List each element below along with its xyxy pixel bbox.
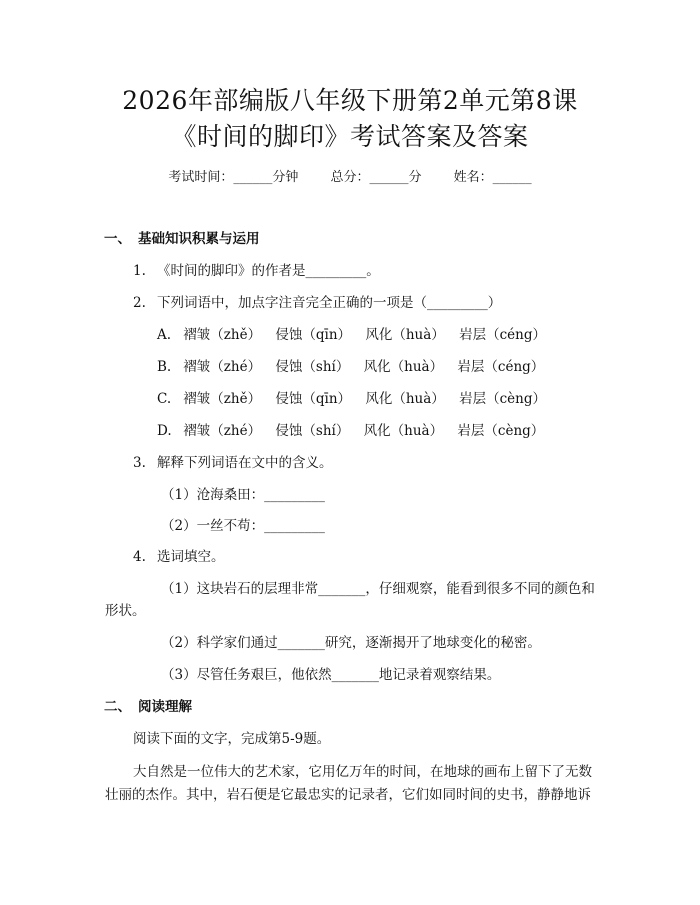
question-3-number: 3.	[133, 455, 146, 471]
option-word: 侵蚀（shí）	[275, 423, 350, 439]
section-2-heading	[104, 697, 192, 717]
question-1-text: 《时间的脚印》的作者是_________。	[157, 263, 380, 279]
exam-time: 考试时间：______分钟	[168, 170, 299, 185]
question-3	[133, 453, 333, 473]
option-letter: B.	[157, 359, 172, 375]
option-word: 侵蚀（shí）	[275, 359, 350, 375]
exam-score: 总分：______分	[330, 170, 422, 185]
option-letter: D.	[157, 423, 172, 439]
option-word: 风化（huà）	[363, 423, 444, 439]
option-letter: C.	[157, 391, 172, 407]
option-word: 侵蚀（qīn）	[275, 391, 352, 407]
question-4-item-1: （1）这块岩石的层理非常_______，仔细观察，能看到很多不同的颜色和	[161, 581, 595, 597]
question-1-number: 1.	[133, 263, 146, 279]
question-4-item-1-cont: 形状。	[105, 603, 146, 619]
question-4-number: 4.	[133, 549, 146, 565]
question-3-item-1: （1）沧海桑田：_________	[161, 487, 325, 503]
question-3-text: 解释下列词语在文中的含义。	[157, 455, 333, 471]
section-1-heading	[104, 229, 260, 249]
option-word: 褶皱（zhé）	[183, 359, 262, 375]
question-4-text: 选词填空。	[157, 549, 225, 565]
option-word: 风化（huà）	[365, 391, 445, 407]
section-1-title: 基础知识积累与运用	[138, 231, 260, 247]
option-word: 褶皱（zhé）	[183, 423, 262, 439]
option-d	[157, 421, 554, 441]
section-2-number: 二、	[104, 699, 131, 715]
reading-paragraph-line1: 大自然是一位伟大的艺术家，它用亿万年的时间，在地球的画布上留下了无数	[133, 764, 592, 780]
option-letter: A.	[157, 327, 172, 343]
exam-info	[0, 169, 700, 187]
question-1	[133, 261, 380, 281]
page-title-line1: 2026年部编版八年级下册第2单元第8课	[122, 86, 578, 115]
option-word: 风化（huà）	[363, 359, 444, 375]
option-word: 岩层（cèng）	[457, 423, 545, 439]
question-2	[133, 293, 501, 313]
question-4-item-3: （3）尽管任务艰巨，他依然_______地记录着观察结果。	[161, 667, 501, 683]
question-2-number: 2.	[133, 295, 146, 311]
page-title-line2: 《时间的脚印》考试答案及答案	[171, 122, 529, 151]
option-word: 侵蚀（qīn）	[275, 327, 352, 343]
option-word: 岩层（céng）	[459, 327, 546, 343]
section-1-number: 一、	[104, 231, 131, 247]
option-a	[157, 325, 556, 345]
option-c	[157, 389, 556, 409]
question-2-text: 下列词语中，加点字注音完全正确的一项是（_________）	[157, 295, 502, 311]
option-b	[157, 357, 554, 377]
option-word: 褶皱（zhě）	[183, 327, 262, 343]
question-4	[133, 547, 225, 567]
reading-paragraph-line2: 壮丽的杰作。其中，岩石便是它最忠实的记录者，它们如同时间的史书，静静地诉	[105, 787, 591, 803]
option-word: 褶皱（zhě）	[183, 391, 262, 407]
exam-name: 姓名：______	[453, 170, 532, 185]
question-4-item-2: （2）科学家们通过_______研究，逐渐揭开了地球变化的秘密。	[161, 635, 541, 651]
option-word: 岩层（céng）	[457, 359, 545, 375]
option-word: 风化（huà）	[365, 327, 445, 343]
reading-intro: 阅读下面的文字，完成第5-9题。	[133, 731, 331, 747]
option-word: 岩层（cèng）	[459, 391, 546, 407]
section-2-title: 阅读理解	[138, 699, 192, 715]
question-3-item-2: （2）一丝不苟：_________	[161, 518, 325, 534]
